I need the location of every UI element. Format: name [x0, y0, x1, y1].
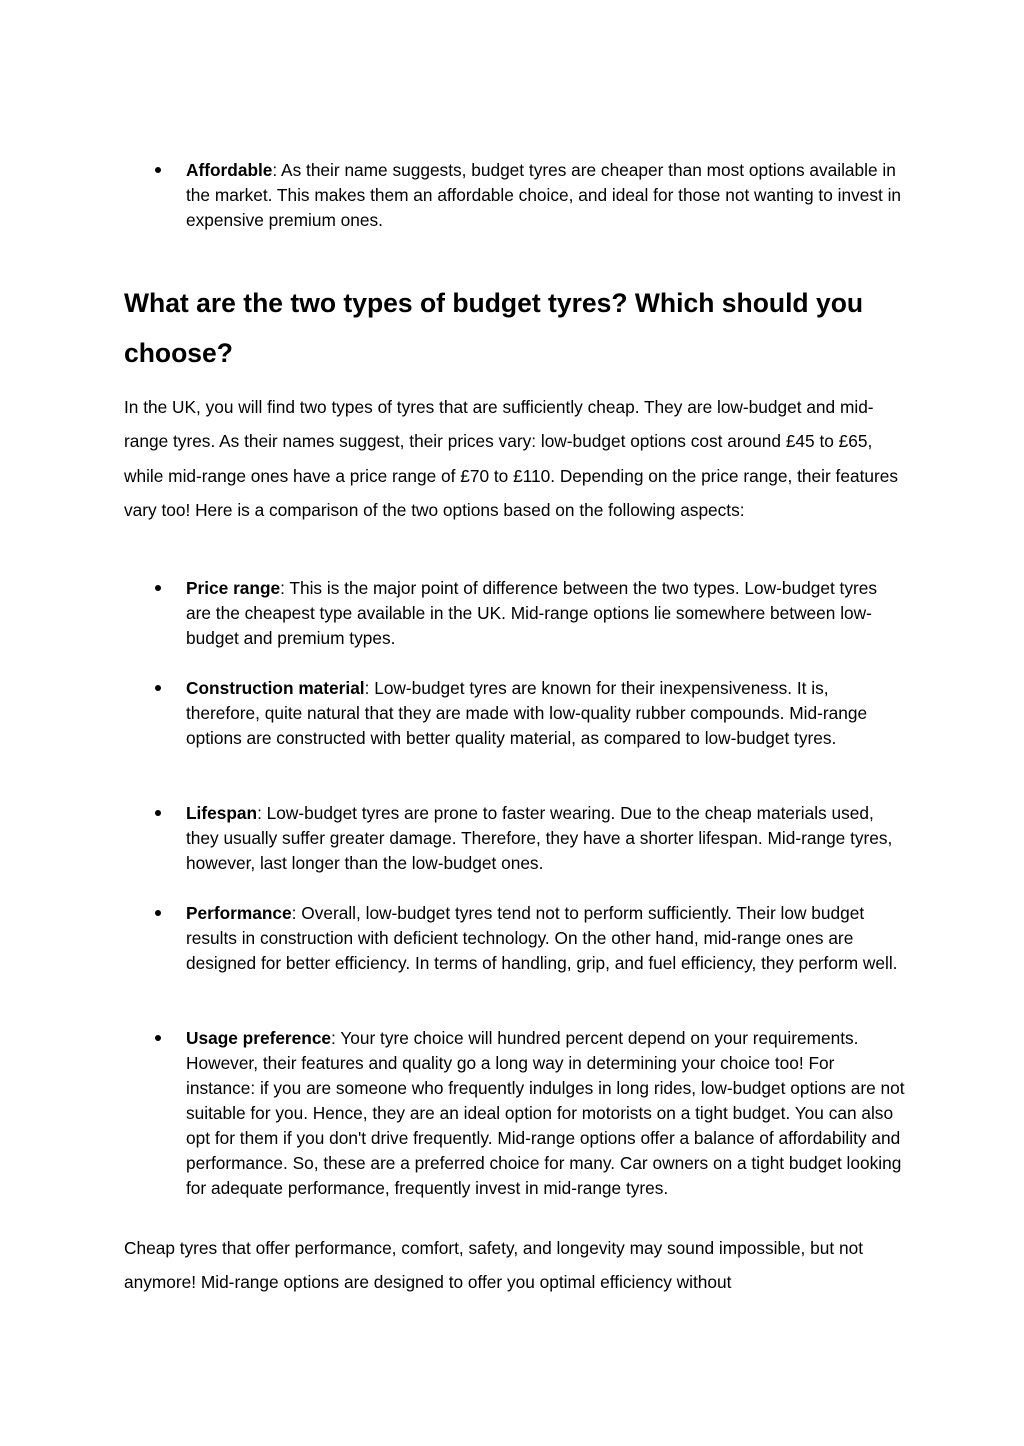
bullet-point-icon: [155, 576, 163, 584]
bullet-term: Performance: [186, 903, 292, 923]
closing-paragraph: Cheap tyres that offer performance, comfort, safety, and longevity may sound impossible, but not anymore! Mid-range options are designed to offer you optimal efficiency without: [124, 1238, 863, 1293]
bullet-item-usage-preference: [186, 1026, 906, 1201]
bullet-point-icon: [155, 801, 163, 809]
intro-paragraph: In the UK, you will find two types of tyres that are sufficiently cheap. They are low-budget and mid-range tyres. As their names suggest, their prices vary: low-budget options cost around £45 to £65, while mid-range ones have a price range of £70 to £110. Depending on the price range, their features vary too! Here is a comparison of the two options based on the following aspects:: [124, 397, 898, 520]
bullet-point-icon: [155, 158, 163, 166]
bullet-point-icon: [155, 676, 163, 684]
bullet-item-construction-material: [186, 676, 906, 751]
bullet-text: : This is the major point of difference between the two types. Low-budget tyres are the cheapest type available in the UK. Mid-range options lie somewhere between low-budget and premium types.: [186, 578, 877, 648]
bullet-point-icon: [155, 901, 163, 909]
section-heading: What are the two types of budget tyres? Which should you choose?: [124, 288, 864, 368]
bullet-text: : Low-budget tyres are known for their inexpensiveness. It is, therefore, quite natural that they are made with low-quality rubber compounds. Mid-range options are constructed with better quality material, as compared to low-budget tyres.: [186, 678, 868, 748]
bullet-item-affordable: [186, 158, 906, 233]
bullet-text: : As their name suggests, budget tyres are cheaper than most options available in the market. This makes them an affordable choice, and ideal for those not wanting to invest in expensive premium ones.: [186, 160, 902, 230]
bullet-term: Price range: [186, 578, 281, 598]
bullet-item-performance: [186, 901, 906, 976]
bullet-term: Lifespan: [186, 803, 258, 823]
bullet-term: Construction material: [186, 678, 365, 698]
bullet-term: Usage preference: [186, 1028, 332, 1048]
bullet-term: Affordable: [186, 160, 273, 180]
bullet-text: : Low-budget tyres are prone to faster wearing. Due to the cheap materials used, they usually suffer greater damage. Therefore, they have a shorter lifespan. Mid-range tyres, however, last longer than the low-budget ones.: [186, 803, 893, 873]
bullet-text: : Overall, low-budget tyres tend not to perform sufficiently. Their low budget results in construction with deficient technology. On the other hand, mid-range ones are designed for better efficiency. In terms of handling, grip, and fuel efficiency, they perform well.: [186, 903, 898, 973]
bullet-item-lifespan: [186, 801, 906, 876]
bullet-item-price-range: [186, 576, 906, 651]
bullet-text: : Your tyre choice will hundred percent depend on your requirements. However, their features and quality go a long way in determining your choice too! For instance: if you are someone who frequently indulges in long rides, low-budget options are not suitable for you. Hence, they are an ideal option for motorists on a tight budget. You can also opt for them if you don't drive frequently. Mid-range options offer a balance of affordability and performance. So, these are a preferred choice for many. Car owners on a tight budget looking for adequate performance, frequently invest in mid-range tyres.: [186, 1028, 905, 1198]
bullet-point-icon: [155, 1026, 163, 1034]
